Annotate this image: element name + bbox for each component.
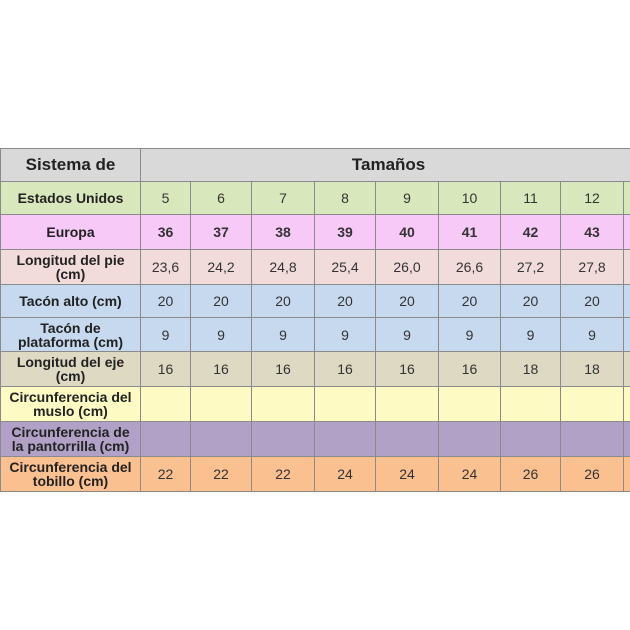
size-cell xyxy=(376,387,439,422)
size-cell: 9 xyxy=(315,318,376,352)
size-cell: 16 xyxy=(439,352,501,387)
size-cell: 16 xyxy=(141,352,191,387)
size-cell: 18 xyxy=(501,352,561,387)
table-row xyxy=(1,352,630,387)
size-cell: 27,2 xyxy=(501,250,561,285)
size-cell: 24,8 xyxy=(252,250,315,285)
size-cell: 26 xyxy=(561,457,624,492)
row-label: Tacón de plataforma (cm) xyxy=(1,318,141,352)
size-cell: 20 xyxy=(252,285,315,318)
size-cell xyxy=(561,422,624,457)
size-cell xyxy=(624,352,630,387)
size-cell xyxy=(315,422,376,457)
size-cell xyxy=(501,422,561,457)
size-cell xyxy=(561,387,624,422)
table-row xyxy=(1,387,630,422)
size-cell: 9 xyxy=(501,318,561,352)
size-cell xyxy=(439,422,501,457)
size-cell: 24,2 xyxy=(191,250,252,285)
size-cell: 22 xyxy=(252,457,315,492)
size-cell: 9 xyxy=(376,318,439,352)
size-cell: 24 xyxy=(315,457,376,492)
size-cell: 20 xyxy=(191,285,252,318)
size-cell xyxy=(376,422,439,457)
row-label: Longitud del pie (cm) xyxy=(1,250,141,285)
row-label: Circunferencia del tobillo (cm) xyxy=(1,457,141,492)
size-chart xyxy=(0,148,630,492)
size-cell: 39 xyxy=(315,215,376,250)
size-cell: 26 xyxy=(501,457,561,492)
table-row xyxy=(1,182,630,215)
size-cell: 18 xyxy=(561,352,624,387)
size-cell: 9 xyxy=(252,318,315,352)
size-cell: 26,6 xyxy=(439,250,501,285)
size-cell: 5 xyxy=(141,182,191,215)
size-cell: 41 xyxy=(439,215,501,250)
row-label: Circunferencia del muslo (cm) xyxy=(1,387,141,422)
size-cell: 22 xyxy=(141,457,191,492)
size-cell xyxy=(624,250,630,285)
size-cell xyxy=(439,387,501,422)
size-table xyxy=(0,148,630,492)
size-cell: 9 xyxy=(376,182,439,215)
table-row xyxy=(1,318,630,352)
size-cell: 20 xyxy=(501,285,561,318)
size-cell xyxy=(624,387,630,422)
table-row xyxy=(1,250,630,285)
size-cell: 42 xyxy=(501,215,561,250)
size-cell xyxy=(252,422,315,457)
size-cell: 20 xyxy=(561,285,624,318)
row-label: Estados Unidos xyxy=(1,182,141,215)
size-cell: 38 xyxy=(252,215,315,250)
size-cell: 22 xyxy=(191,457,252,492)
size-cell: 20 xyxy=(439,285,501,318)
size-cell: 16 xyxy=(315,352,376,387)
size-cell: 36 xyxy=(141,215,191,250)
size-cell: 26,0 xyxy=(376,250,439,285)
size-cell: 12 xyxy=(561,182,624,215)
size-cell: 20 xyxy=(376,285,439,318)
size-cell: 16 xyxy=(376,352,439,387)
size-cell xyxy=(624,422,630,457)
table-row xyxy=(1,457,630,492)
row-label: Longitud del eje (cm) xyxy=(1,352,141,387)
size-cell: 9 xyxy=(191,318,252,352)
size-cell: 25,4 xyxy=(315,250,376,285)
size-cell: 10 xyxy=(439,182,501,215)
table-row xyxy=(1,285,630,318)
size-cell: 7 xyxy=(252,182,315,215)
size-cell xyxy=(501,387,561,422)
table-row xyxy=(1,215,630,250)
header-row xyxy=(1,149,630,182)
size-cell: 43 xyxy=(561,215,624,250)
size-cell xyxy=(624,285,630,318)
size-cell: 8 xyxy=(315,182,376,215)
size-cell: 9 xyxy=(439,318,501,352)
row-label: Tacón alto (cm) xyxy=(1,285,141,318)
size-cell xyxy=(315,387,376,422)
size-cell: 37 xyxy=(191,215,252,250)
size-cell: 40 xyxy=(376,215,439,250)
size-cell: 11 xyxy=(501,182,561,215)
size-cell: 6 xyxy=(191,182,252,215)
size-cell xyxy=(624,318,630,352)
size-cell: 24 xyxy=(439,457,501,492)
row-label: Circunferencia de la pantorrilla (cm) xyxy=(1,422,141,457)
size-cell xyxy=(191,422,252,457)
size-cell: 9 xyxy=(561,318,624,352)
row-label: Europa xyxy=(1,215,141,250)
size-cell: 20 xyxy=(315,285,376,318)
size-cell: 20 xyxy=(141,285,191,318)
size-cell xyxy=(624,182,630,215)
size-cell xyxy=(141,422,191,457)
size-cell xyxy=(252,387,315,422)
size-cell xyxy=(191,387,252,422)
size-cell xyxy=(624,457,630,492)
size-cell xyxy=(141,387,191,422)
size-cell xyxy=(624,215,630,250)
size-cell: 24 xyxy=(376,457,439,492)
size-cell: 16 xyxy=(191,352,252,387)
size-cell: 23,6 xyxy=(141,250,191,285)
system-header-cell: Sistema de xyxy=(1,149,141,182)
size-cell: 27,8 xyxy=(561,250,624,285)
size-cell: 9 xyxy=(141,318,191,352)
sizes-header-cell: Tamaños xyxy=(141,149,630,182)
size-cell: 16 xyxy=(252,352,315,387)
table-row xyxy=(1,422,630,457)
